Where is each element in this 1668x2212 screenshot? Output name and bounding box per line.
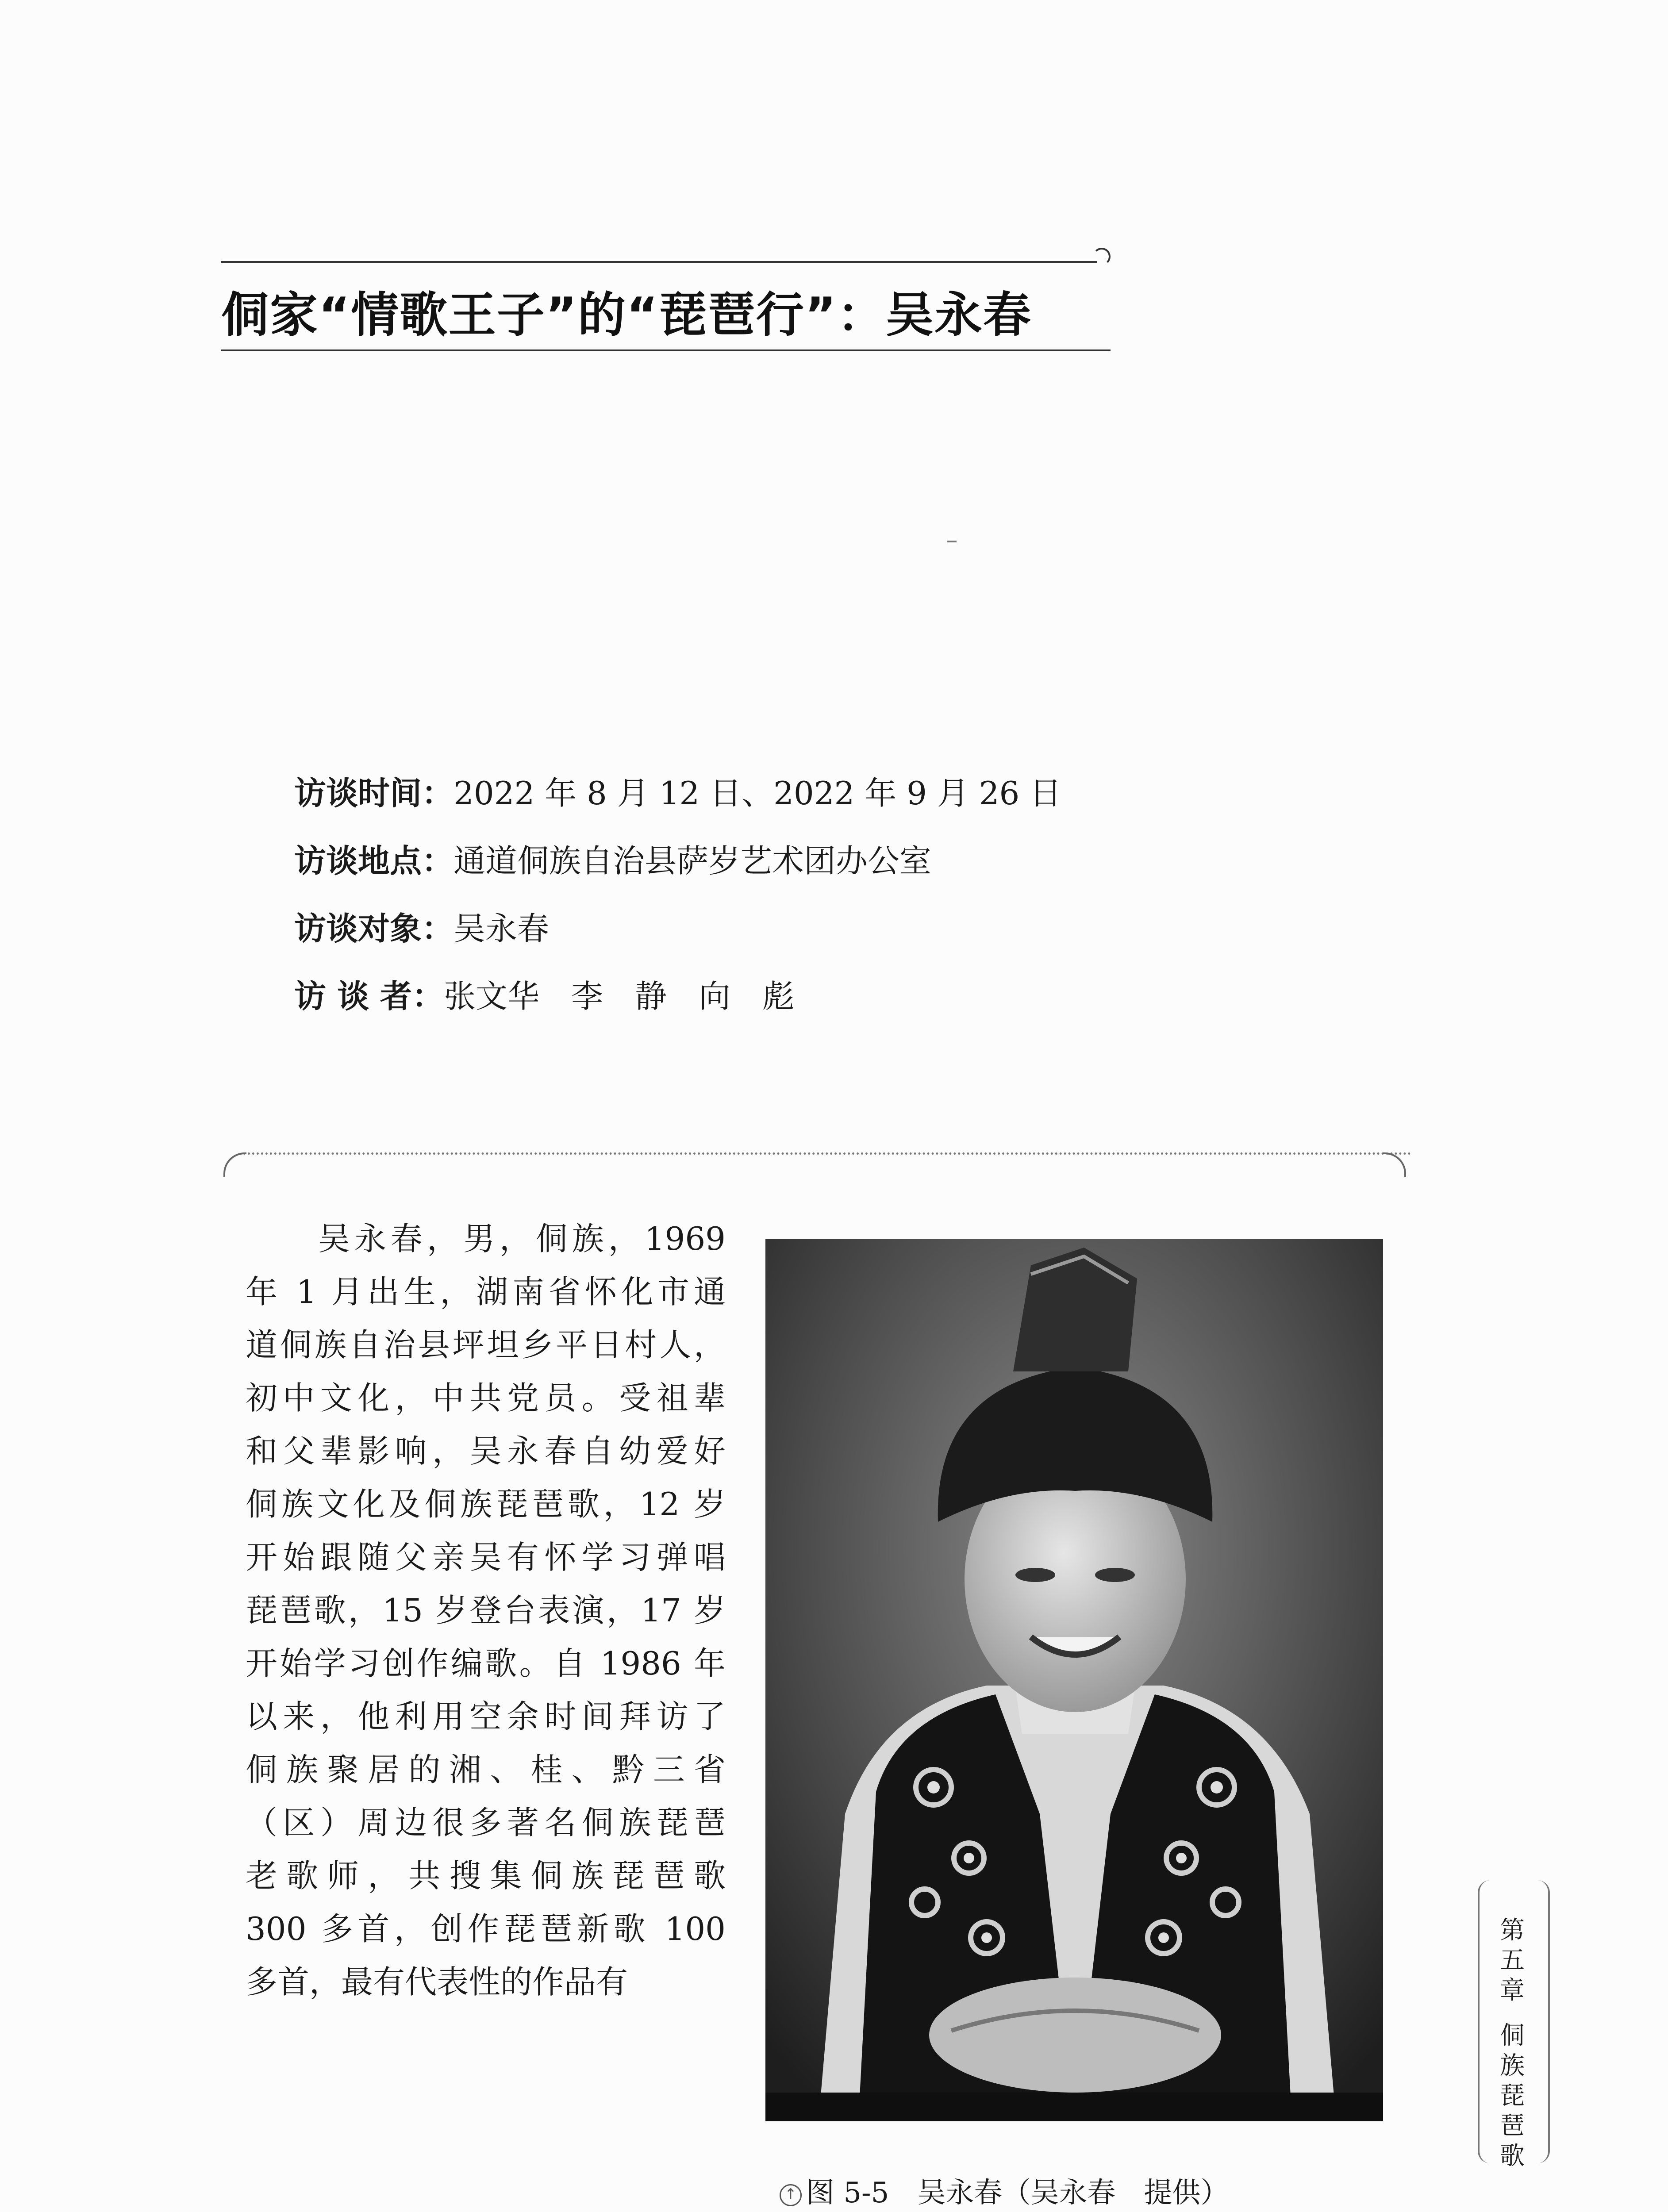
- tab-char: 琶: [1500, 2112, 1525, 2140]
- body-line: 初中文化，中共党员。受祖辈: [246, 1379, 726, 1417]
- frame-corner-right: [1383, 1152, 1406, 1177]
- caption-arrow-icon: ↑: [780, 2184, 802, 2206]
- body-line: 道侗族自治县坪坦乡平日村人，: [246, 1326, 726, 1363]
- photo-caption: [780, 2170, 1229, 2211]
- body-line: 侗族文化及侗族琵琶歌，12 岁: [246, 1486, 726, 1523]
- title-bottom-rule: [221, 349, 1111, 351]
- tab-char: 第: [1500, 1916, 1525, 1945]
- title-top-rule: [221, 261, 1097, 263]
- body-line: 琵琶歌，15 岁登台表演，17 岁: [246, 1592, 726, 1629]
- body-line: 开始跟随父亲吴有怀学习弹唱: [246, 1539, 726, 1576]
- interview-place-value: 通道侗族自治县萨岁艺术团办公室: [454, 842, 932, 879]
- interview-time-label: 访谈时间：: [294, 775, 454, 812]
- interviewer-value: 张文华 李 静 向 彪: [444, 978, 795, 1015]
- frame-top-border: [243, 1152, 1411, 1155]
- body-line: 老歌师，共搜集侗族琵琶歌: [246, 1857, 726, 1894]
- body-line: 年 1 月出生，湖南省怀化市通: [246, 1273, 726, 1310]
- interview-time: [294, 768, 1061, 814]
- tab-char: 五: [1500, 1946, 1525, 1975]
- biography-paragraph: [246, 1212, 726, 2008]
- tab-char: 侗: [1500, 2021, 1525, 2050]
- portrait-photo: [765, 1239, 1383, 2121]
- interviewer-label: 访 谈 者：: [294, 978, 444, 1015]
- chapter-tab: [1486, 1916, 1539, 2171]
- tab-char: 歌: [1500, 2142, 1525, 2170]
- title-flourish-icon: [1093, 248, 1111, 265]
- body-line: 开始学习创作编歌。自 1986 年: [246, 1645, 726, 1682]
- body-line: 300 多首，创作琵琶新歌 100: [246, 1910, 726, 1947]
- chapter-section-title: 侗家“情歌王子”的“琵琶行”：吴永春: [221, 288, 1032, 343]
- interview-place-label: 访谈地点：: [294, 842, 454, 879]
- interview-subject: [294, 903, 549, 949]
- tab-char: 琵: [1500, 2081, 1525, 2110]
- interview-subject-value: 吴永春: [454, 910, 550, 947]
- body-line: 侗族聚居的湘、桂、黔三省: [246, 1751, 726, 1788]
- frame-corner-left: [223, 1152, 246, 1177]
- tab-char: 章: [1500, 1976, 1525, 2005]
- body-line: 以来，他利用空余时间拜访了: [246, 1698, 726, 1735]
- interview-place: [294, 835, 931, 881]
- tab-char: 族: [1500, 2051, 1525, 2080]
- body-line: （区）周边很多著名侗族琵琶: [246, 1804, 726, 1841]
- body-line: 和父辈影响，吴永春自幼爱好: [246, 1432, 726, 1470]
- photo-caption-text: 图 5-5 吴永春（吴永春 提供）: [806, 2177, 1229, 2209]
- print-speck: [947, 541, 957, 542]
- interview-time-value: 2022 年 8 月 12 日、2022 年 9 月 26 日: [454, 775, 1062, 812]
- interview-subject-label: 访谈对象：: [294, 910, 454, 947]
- interviewer: [294, 971, 794, 1017]
- body-line: 多首，最有代表性的作品有: [246, 1963, 628, 2001]
- body-line: 吴永春，男，侗族，1969: [246, 1220, 726, 1257]
